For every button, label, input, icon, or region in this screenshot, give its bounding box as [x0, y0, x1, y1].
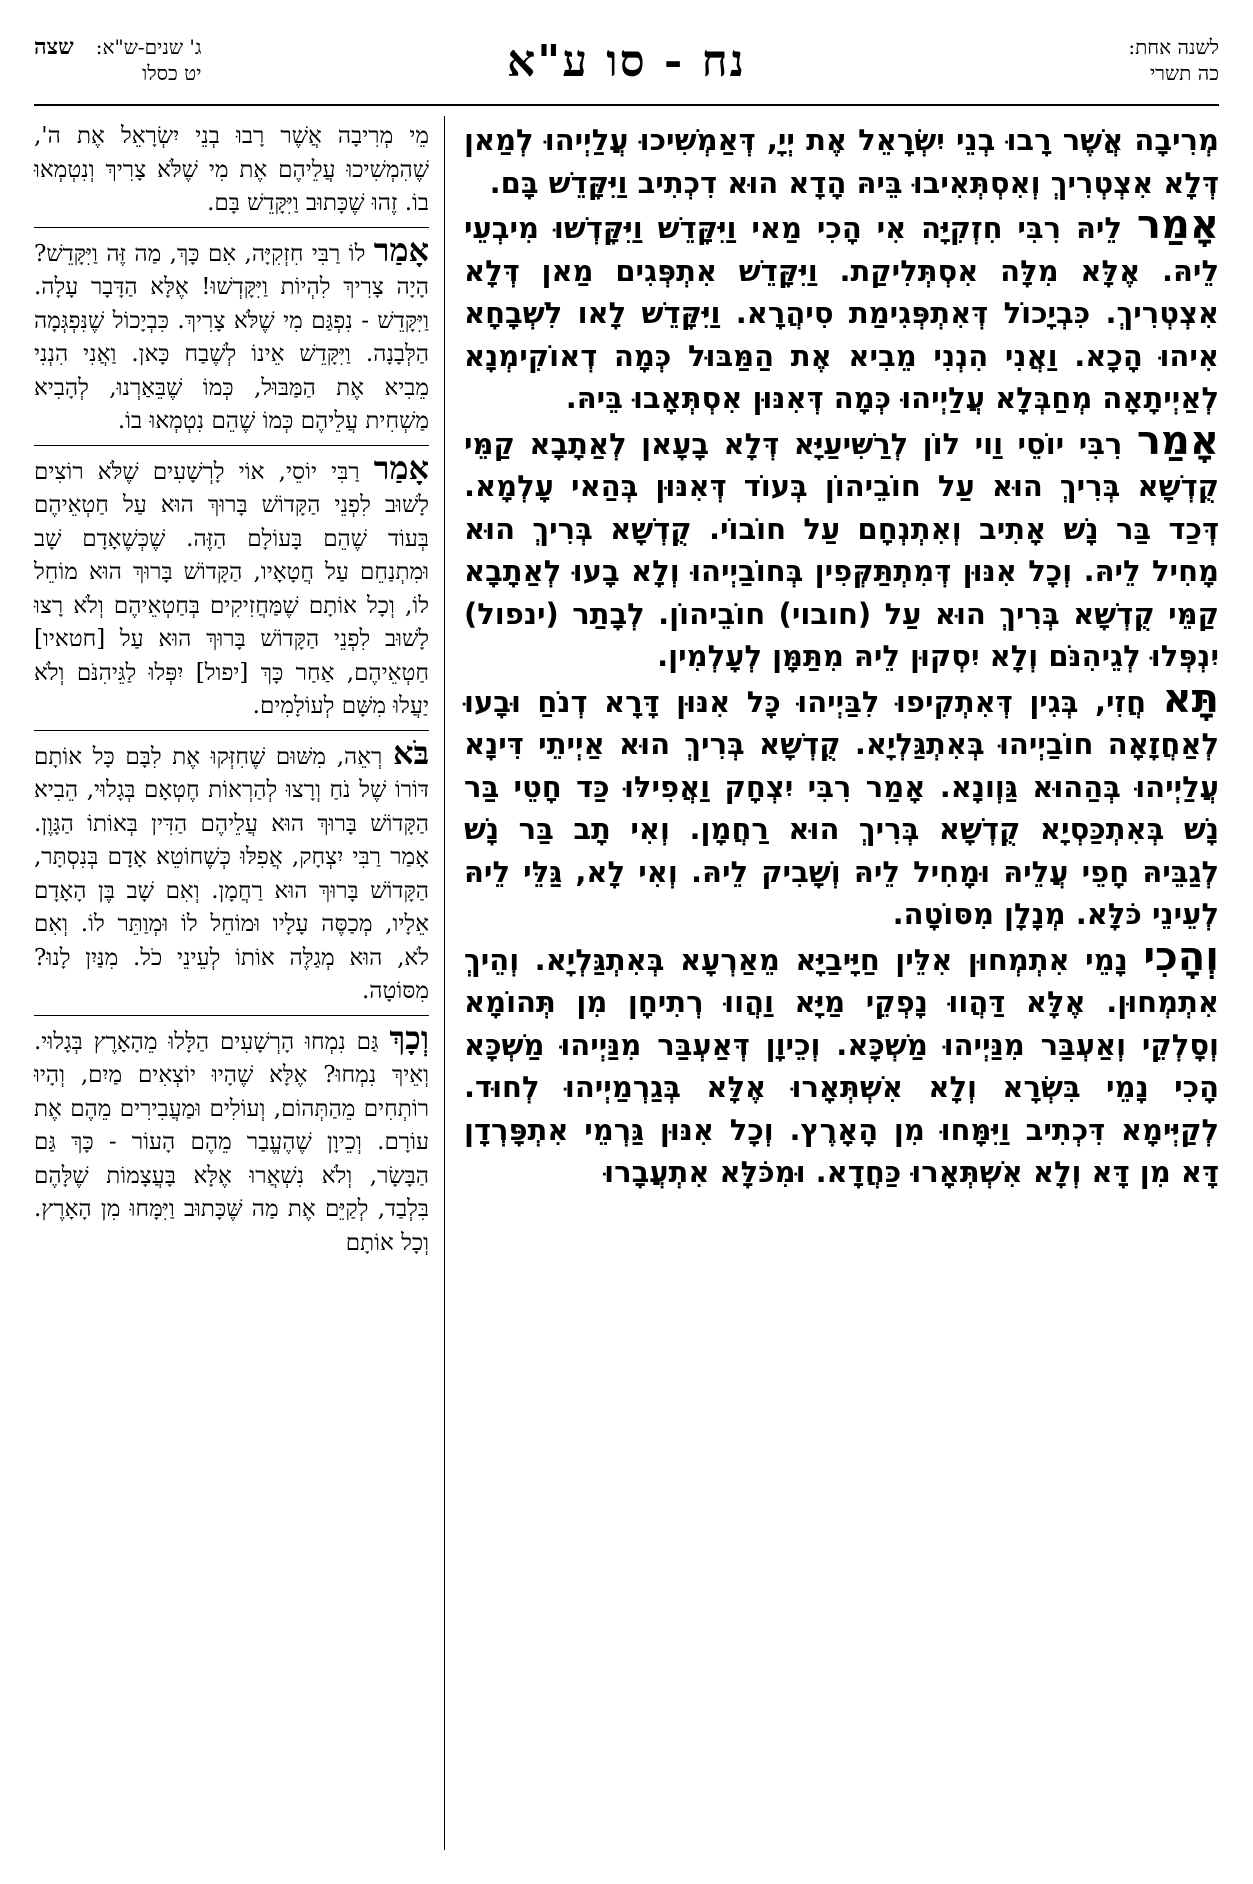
schedule-date-three-years: יט כסלו	[142, 61, 202, 85]
side-paragraph-lead: אָמַר	[373, 230, 429, 269]
main-text-column	[464, 116, 1219, 1194]
side-paragraph	[34, 116, 429, 221]
page-title: נח - סו ע"א	[507, 36, 746, 87]
side-paragraph-text: גַּם נִמְחוּ הָרְשָׁעִים הַלָּלוּ מֵהָאָרֶץ בְּגָלוּי. וְאֵיךְ נִמְחוּ? אֶלָּא שֶׁהָיוּ יוֹצְאִים מַיִם, וְהָיוּ רוֹתְחִים מֵהַתְּהוֹם, וְעוֹלִים וּמַעֲבִירִים מֵהֶם אֶת עוֹרָם. וְכֵיוָן שֶׁהֶעֱבַר מֵהֶם הָעוֹר - כָּךְ גַּם הַבָּשָׂר, וְלֹא נִשְׁאֲרוּ אֶלָּא בָּעֲצָמוֹת שֶׁלָּהֶם בִּלְבַד, לְקַיֵּם אֶת מַה שֶּׁכָּתוּב וַיִּמָּחוּ מִן הָאָרֶץ. וְכָל אוֹתָם	[34, 1028, 429, 1256]
schedule-three-years: ג' שנים-ש"א:	[95, 35, 202, 59]
main-paragraph-text: לֵיהּ רִבִּי חִזְקִיָּה אִי הָכִי מַאי וַיִּקָּדֵשׁ וַיִּקָּדְשׁוּ מִיבְעֵי לֵיהּ. אֶלָּא מִלָּה אִסְתְּלִיקַת. וַיִּקָּדֵשׁ אִתְפְּגִים מַאן דְּלָא אִצְטְרִיךְ. כִּבְיָכוֹל דְּאִתְפְּגִימַת סִיהֲרָא. וַיִּקָּדֵשׁ לָאו לִשְׁבָחָא אִיהוּ הָכָא. וַאֲנִי הִנְנִי מֵבִיא אֶת הַמַּבּוּל כְּמָה דְאוֹקִימְנָא לְאַיְיתָאָה מְחַבְּלָא עֲלַיְיהוּ כְּמָה דְּאִנּוּן אִסְתְּאָבוּ בֵּיהּ.	[464, 211, 1219, 415]
side-paragraph-text: מֵי מְרִיבָה אֲשֶׁר רָבוּ בְנֵי יִשְׂרָאֵל אֶת ה', שֶׁהִמְשִׁיכוּ עֲלֵיהֶם אֶת מִי שֶׁלֹּא צָרִיךְ וְנִטְמְאוּ בוֹ. זֶהוּ שֶׁכָּתוּב וַיִּקָּדֵשׁ בָּם.	[34, 123, 429, 216]
side-paragraph-text: רְאֵה, מִשּׁוּם שֶׁחִזְּקוּ אֶת לִבָּם כָּל אוֹתָם דּוֹרוֹ שֶׁל נֹחַ וְרָצוּ לְהַרְאוֹת חֶטְאָם בְּגָלוּי, הֵבִיא הַקָּדוֹשׁ בָּרוּךְ הוּא עֲלֵיהֶם הַדִּין בְּאוֹתוֹ הַגָּוֶן. אָמַר רַבִּי יִצְחָק, אֲפִלּוּ כְּשֶׁחוֹטֵא אָדָם בְּנִסְתָּר, הַקָּדוֹשׁ בָּרוּךְ הוּא רַחֲמָן. וְאִם שָׁב בֶּן הָאָדָם אֵלָיו, מְכַסֶּה עָלָיו וּמוֹחֵל לוֹ וּמְוַתֵּר לוֹ. וְאִם לֹא, הוּא מְגַלֶּה אוֹתוֹ לְעֵינֵי כֹל. מִנַּיִן לָנוּ? מִסּוֹטָה.	[34, 743, 429, 1004]
header-left	[34, 34, 201, 86]
page	[34, 34, 1219, 1850]
page-number: שצה	[34, 34, 74, 60]
main-paragraph	[464, 933, 1219, 1194]
main-paragraph-text: נָמֵי אִתְמְחוּן אִלֵּין חַיָּיבַיָּא מֵאַרְעָא בְּאִתְגַּלְיָא. וְהֵיךְ אִתְמְחוּן. אֶלָּא דַּהֲווּ נָפְקֵי מַיָּא וַהֲווּ רְתִיחָן מִן תְּהוֹמָא וְסָלְקֵי וְאַעְבַּר מִנַּיְיהוּ מַשְׁכָּא. וְכֵיוָן דְּאַעְבַּר מִנַּיְיהוּ מַשְׁכָּא הָכִי נָמֵי בִּשְׂרָא וְלָא אִשְׁתְּאָרוּ אֶלָּא בְּגַרְמַיְיהוּ לְחוּד. לְקַיְּימָא דִּכְתִיב וַיִּמָּחוּ מִן הָאָרֶץ. וְכָל אִנּוּן גַּרְמֵי אִתְפָּרְדָן דָּא מִן דָּא וְלָא אִשְׁתְּאָרוּ כַּחֲדָא. וּמִכֹּלָּא אִתְעֲבָרוּ	[464, 942, 1219, 1189]
main-paragraph-text: חֲזִי, בְּגִין דְּאִתְקִיפוּ לִבַּיְיהוּ כָּל אִנּוּן דָּרָא דְנֹחַ וּבָעוּ לְאַחֲזָאָה חוֹבַיְיהוּ בְּאִתְגַּלְיָא. קֻדְשָׁא בְּרִיךְ הוּא אַיְיתֵי דִּינָא עֲלַיְיהוּ בְּהַהוּא גַּוְונָא. אָמַר רִבִּי יִצְחָק וַאֲפִילּוּ כַּד חָטֵי בַּר נָשׁ בְּאִתְכַּסְיָא קֻדְשָׁא בְּרִיךְ הוּא רַחֲמָן. וְאִי תָב בַּר נָשׁ לְגַבֵּיהּ חָפֵי עֲלֵיהּ וּמָחִיל לֵיהּ וְשָׁבִיק לֵיהּ. וְאִי לָא, גַּלֵּי לֵיהּ לְעֵינֵי כֹּלָּא. מְנָלָן מִסּוֹטָה.	[464, 684, 1219, 931]
main-paragraph	[464, 675, 1219, 936]
side-paragraph-text: לוֹ רַבִּי חִזְקִיָּה, אִם כָּךְ, מַה זֶּה וַיִּקָּדֵשׁ? הָיָה צָרִיךְ לִהְיוֹת וַיִּקָּדְשׁוּ! אֶלָּא הַדָּבָר עָלָה. וַיִּקָּדֵשׁ - נִפְגַּם מִי שֶׁלֹּא צָרִיךְ. כִּבְיָכוֹל שֶׁנִּפְגְּמָה הַלְּבָנָה. וַיִּקָּדֵשׁ אֵינוֹ לְשֶׁבַח כָּאן. וַאֲנִי הִנְנִי מֵבִיא אֶת הַמַּבּוּל, כְּמוֹ שֶׁבֵּאַרְנוּ, לְהָבִיא מַשְׁחִית עֲלֵיהֶם כְּמוֹ שֶׁהֵם נִטְמְאוּ בוֹ.	[34, 240, 429, 434]
side-paragraph-lead: בֹּא	[393, 733, 429, 772]
paragraph-separator	[34, 227, 429, 228]
paragraph-separator	[34, 730, 429, 731]
main-paragraph-text: מְרִיבָה אֲשֶׁר רָבוּ בְנֵי יִשְׂרָאֵל אֶת יְיָ, דְּאַמְשִׁיכוּ עֲלַיְיהוּ לְמַאן דְּלָא אִצְטְרִיךְ וְאִסְתְּאִיבוּ בֵּיהּ הָדָא הוּא דִכְתִיב וַיִּקָּדֵשׁ בָּם.	[464, 123, 1219, 200]
main-paragraph	[464, 116, 1219, 204]
main-paragraph-text: רִבִּי יוֹסֵי וַוי לוֹן לְרַשִּׁיעַיָּא דְּלָא בָעָאן לְאַתָבָא קַמֵּי קֻדְשָׁא בְּרִיךְ הוּא עַל חוֹבֵיהוֹן בְּעוֹד דְּאִנּוּן בְּהַאי עָלְמָא. דְּכַד בַּר נָשׁ אָתִיב וְאִתְנְחָם עַל חוֹבוֹי. קֻדְשָׁא בְּרִיךְ הוּא מָחִיל לֵיהּ. וְכָל אִנּוּן דְּמִתְתַּקְּפִין בְּחוֹבַיְיהוּ וְלָא בָעוּ לְאַתָבָא קַמֵּי קֻדְשָׁא בְּרִיךְ הוּא עַל (חובוי) חוֹבֵיהוֹן. לְבָתַר (ינפול) יִנְפְּלוּ לְגֵיהִנֹּם וְלָא יִסְקוּן לֵיהּ מִתַּמָּן לְעָלְמִין.	[464, 426, 1219, 673]
side-paragraph	[34, 448, 429, 724]
main-paragraph-lead: תָּא	[1162, 675, 1219, 722]
paragraph-separator	[34, 1015, 429, 1016]
main-paragraph	[464, 204, 1219, 420]
translation-column	[34, 116, 429, 1266]
header-right	[1128, 34, 1219, 86]
column-divider	[444, 116, 445, 1850]
paragraph-separator	[34, 445, 429, 446]
side-paragraph	[34, 1018, 429, 1261]
main-paragraph-lead: אָמַר	[1136, 202, 1219, 248]
page-header	[34, 34, 1219, 106]
main-paragraph-lead: וְהָכִי	[1143, 933, 1219, 980]
columns	[34, 116, 1219, 1850]
side-paragraph-lead: אָמַר	[373, 448, 429, 487]
main-paragraph-lead: אָמַר	[1136, 417, 1219, 464]
side-paragraph-text: רַבִּי יוֹסֵי, אוֹי לָרְשָׁעִים שֶׁלֹּא רוֹצִים לָשׁוּב לִפְנֵי הַקָּדוֹשׁ בָּרוּךְ הוּא עַל חַטְאֵיהֶם בְּעוֹד שֶׁהֵם בָּעוֹלָם הַזֶּה. שֶׁכְּשֶׁאָדָם שָׁב וּמִתְנַחֵם עַל חֲטָאָיו, הַקָּדוֹשׁ בָּרוּךְ הוּא מוֹחֵל לוֹ, וְכָל אוֹתָם שֶׁמַּחֲזִיקִים בְּחַטְאֵיהֶם וְלֹא רָצוּ לָשׁוּב לִפְנֵי הַקָּדוֹשׁ בָּרוּךְ הוּא עַל [חטאיו] חַטְאֵיהֶם, אַחַר כָּךְ [יפול] יִפְּלוּ לַגֵּיהִנֹּם וְלֹא יַעֲלוּ מִשָּׁם לְעוֹלָמִים.	[34, 458, 429, 719]
schedule-date-one-year: כה תשרי	[1149, 61, 1219, 85]
side-paragraph	[34, 733, 429, 1009]
header-rule	[34, 104, 1219, 106]
schedule-one-year: לשנה אחת:	[1128, 35, 1219, 59]
main-paragraph	[464, 417, 1219, 678]
side-paragraph	[34, 230, 429, 439]
side-paragraph-lead: וְכָךְ	[389, 1018, 429, 1057]
